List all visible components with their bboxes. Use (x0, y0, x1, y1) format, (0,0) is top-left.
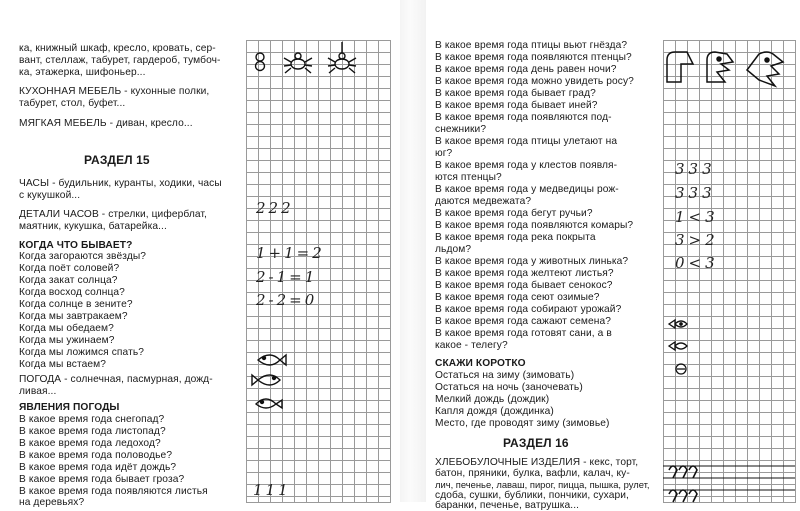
say-briefly-item: Капля дождя (дождинка) (435, 406, 554, 417)
when-item: Когда мы обедаем? (19, 323, 114, 334)
furniture-line-1: ка, книжный шкаф, кресло, кровать, сер- (19, 43, 216, 54)
season-question: В какое время года собирают урожай? (435, 304, 622, 315)
phenomena-item: В какое время года ледоход? (19, 438, 161, 449)
when-item: Когда восход солнца? (19, 287, 125, 298)
season-question: В какое время года бывает сенокос? (435, 280, 613, 291)
sticks-row: 111 (253, 481, 291, 499)
when-item: Когда поёт соловей? (19, 263, 120, 274)
season-question: В какое время года река покрыта (435, 232, 596, 243)
season-question: В какое время года сажают семена? (435, 316, 612, 327)
season-question: В какое время года готовят сани, а в (435, 328, 612, 339)
weather-line-2: ливая... (19, 386, 57, 397)
equation-1: 1+1=2 (256, 244, 325, 262)
kitchen-furniture-line-2: табурет, стол, буфет... (19, 98, 126, 109)
say-briefly-item: Место, где проводят зиму (зимовье) (435, 418, 610, 429)
when-item: Когда закат солнца? (19, 275, 118, 286)
clocks-line-1: ЧАСЫ - будильник, куранты, ходики, часы (19, 178, 222, 189)
small-fish-drawings (663, 310, 703, 380)
digits-row-1: 333 (675, 160, 716, 178)
soft-furniture-line: МЯГКАЯ МЕБЕЛЬ - диван, кресло... (19, 118, 193, 129)
season-question: В какое время года у медведицы рож- (435, 184, 619, 195)
phenomena-item: В какое время года листопад? (19, 426, 166, 437)
equation-3: 2-2=0 (256, 291, 318, 309)
bakery-line: ХЛЕБОБУЛОЧНЫЕ ИЗДЕЛИЯ - кекс, торт, (435, 457, 639, 468)
bakery-line: батон, пряники, булка, вафли, калач, ку- (435, 468, 630, 479)
season-question: В какое время года птицы вьют гнёзда? (435, 40, 628, 51)
weather-line-1: ПОГОДА - солнечная, пасмурная, дожд- (19, 374, 213, 385)
phenomena-item: В какое время года снегопад? (19, 414, 165, 425)
season-question: В какое время года появляются птенцы? (435, 52, 632, 63)
spider-drawings (246, 40, 390, 88)
row-222: 222 (256, 199, 294, 217)
season-question: В какое время года желтеют листья? (435, 268, 614, 279)
season-question: В какое время года бывает иней? (435, 100, 598, 111)
furniture-line-3: ка, этажерка, шифоньер... (19, 67, 146, 78)
season-question: В какое время года у клестов появля- (435, 160, 618, 171)
comparison-3: 0<3 (675, 254, 719, 272)
phenomena-item: В какое время года половодье? (19, 450, 173, 461)
season-question: В какое время года бегут ручьи? (435, 208, 593, 219)
clock-parts-line-1: ДЕТАЛИ ЧАСОВ - стрелки, циферблат, (19, 209, 207, 220)
digits-row-2: 333 (675, 184, 716, 202)
phenomena-item: В какое время года появляются листья (19, 486, 208, 497)
season-question: В какое время года птицы улетают на (435, 136, 618, 147)
say-briefly-item: Остаться на зиму (зимовать) (435, 370, 575, 381)
when-heading: КОГДА ЧТО БЫВАЕТ? (19, 240, 133, 251)
phenomena-item: В какое время года бывает гроза? (19, 474, 185, 485)
comparison-2: 3>2 (675, 231, 719, 249)
season-question: В какое время года можно увидеть росу? (435, 76, 634, 87)
clock-parts-line-2: маятник, кукушка, батарейка... (19, 221, 167, 232)
kitchen-furniture-line-1: КУХОННАЯ МЕБЕЛЬ - кухонные полки, (19, 86, 210, 97)
when-item: Когда загораются звёзды? (19, 251, 147, 262)
phenomena-item: В какое время года идёт дождь? (19, 462, 177, 473)
say-briefly-heading: СКАЖИ КОРОТКО (435, 358, 526, 369)
section-15-heading: РАЗДЕЛ 15 (84, 153, 150, 167)
phenomena-item: на деревьях? (19, 497, 85, 508)
bakery-line: сдоба, сушки, бублики, пончики, сухари, (435, 490, 629, 501)
equation-2: 2-1=1 (256, 268, 318, 286)
book-gutter (400, 0, 426, 502)
when-item: Когда мы завтракаем? (19, 311, 128, 322)
season-question: ются птенцы? (435, 172, 502, 183)
section-16-heading: РАЗДЕЛ 16 (503, 436, 569, 450)
when-item: Когда солнце в зените? (19, 299, 133, 310)
when-item: Когда мы встаем? (19, 359, 106, 370)
season-question: В какое время года появляются комары? (435, 220, 634, 231)
when-item: Когда мы ложимся спать? (19, 347, 145, 358)
say-briefly-item: Остаться на ночь (заночевать) (435, 382, 583, 393)
season-question: юг? (435, 148, 453, 159)
fish-drawings (246, 340, 306, 420)
season-question: льдом? (435, 244, 472, 255)
season-question: В какое время года появляются под- (435, 112, 612, 123)
comparison-1: 1<3 (675, 208, 719, 226)
season-question: даются медвежата? (435, 196, 532, 207)
season-question: какое - телегу? (435, 340, 508, 351)
season-question: снежники? (435, 124, 487, 135)
bakery-line: баранки, печенье, ватрушка... (435, 500, 580, 511)
furniture-line-2: вант, стеллаж, табурет, гардероб, тумбоч- (19, 55, 221, 66)
bird-drawings (663, 40, 795, 100)
season-question: В какое время года бывает град? (435, 88, 596, 99)
season-question: В какое время года день равен ночи? (435, 64, 617, 75)
season-question: В какое время года у животных линька? (435, 256, 629, 267)
season-question: В какое время года сеют озимые? (435, 292, 600, 303)
phenomena-heading: ЯВЛЕНИЯ ПОГОДЫ (19, 402, 120, 413)
cursive-writing-row (663, 456, 795, 502)
when-item: Когда мы ужинаем? (19, 335, 115, 346)
clocks-line-2: с кукушкой... (19, 190, 81, 201)
say-briefly-item: Мелкий дождь (дождик) (435, 394, 550, 405)
bakery-line: лич, печенье, лаваш, пирог, пицца, пышка, рулет, (435, 479, 650, 490)
